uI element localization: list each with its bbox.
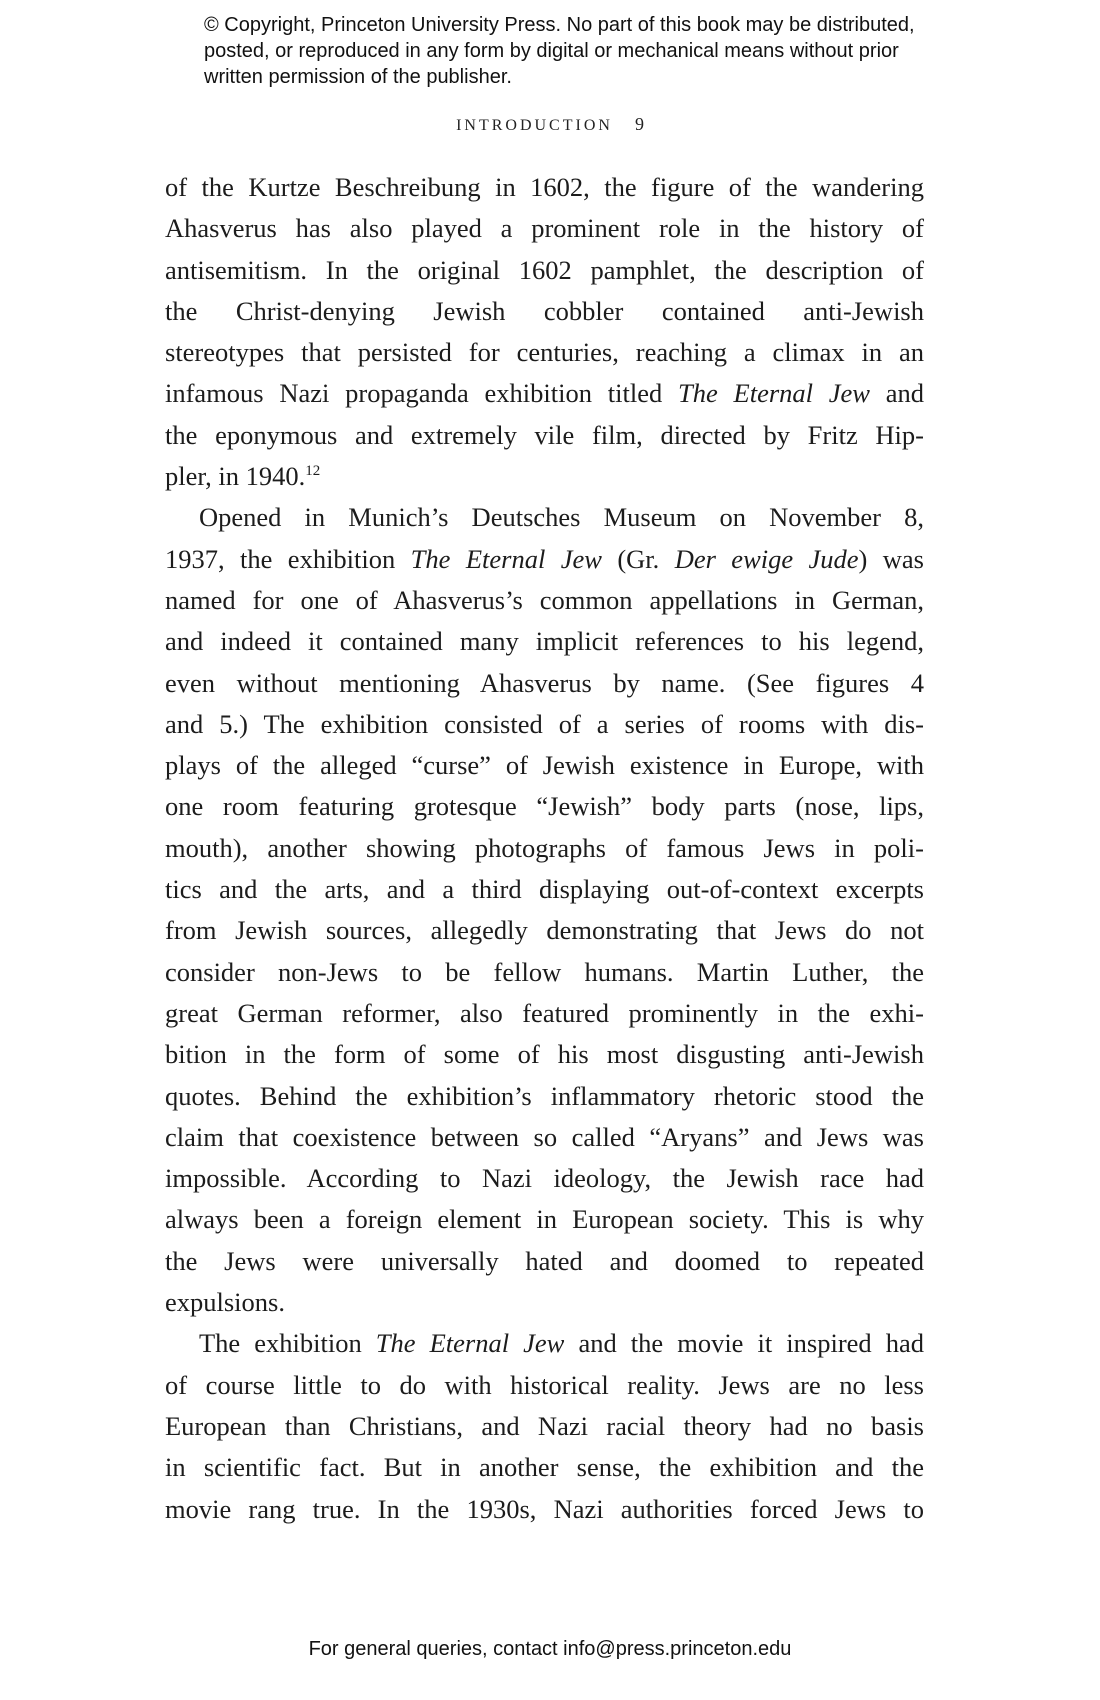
text-run: the Jews were universally hated and doomed to repeated: [165, 1245, 924, 1276]
text-run: tics and the arts, and a third displaying out-of-context excerpts: [165, 874, 924, 905]
text-run: ) was: [858, 543, 924, 574]
text-run: named for one of Ahasverus’s common appellations in German,: [165, 584, 924, 615]
text-run: the Christ-denying Jewish cobbler contained anti-Jewish: [165, 295, 924, 326]
running-head: [0, 114, 1100, 135]
text-run: and the movie it inspired had: [564, 1328, 924, 1359]
text-line: [165, 910, 924, 951]
text-run: consider non-Jews to be fellow humans. Martin Luther, the: [165, 956, 924, 987]
text-line: [165, 580, 924, 621]
text-line: [165, 373, 924, 414]
paragraph: [165, 497, 924, 1323]
text-line: [165, 1199, 924, 1240]
text-line: [165, 1406, 924, 1447]
text-line: [165, 1076, 924, 1117]
text-line: [165, 456, 924, 497]
text-run: from Jewish sources, allegedly demonstrating that Jews do not: [165, 915, 924, 946]
text-line: [165, 745, 924, 786]
text-run: claim that coexistence between so called “Aryans” and Jews was: [165, 1121, 924, 1152]
text-line: [165, 1282, 924, 1323]
text-line: [165, 332, 924, 373]
text-line: [165, 1117, 924, 1158]
text-line: [165, 1489, 924, 1530]
text-run: the eponymous and extremely vile film, directed by Fritz Hip-: [165, 419, 924, 450]
text-line: [165, 167, 924, 208]
text-line: [165, 208, 924, 249]
text-line: [165, 869, 924, 910]
text-run: in scientific fact. But in another sense, the exhibition and the: [165, 1452, 924, 1483]
text-run: impossible. According to Nazi ideology, the Jewish race had: [165, 1163, 924, 1194]
text-run: Opened in Munich’s Deutsches Museum on November 8,: [199, 502, 924, 533]
text-run: movie rang true. In the 1930s, Nazi authorities forced Jews to: [165, 1493, 924, 1524]
italic-title: The Eternal Jew: [678, 378, 870, 409]
text-run: quotes. Behind the exhibition’s inflammatory rhetoric stood the: [165, 1080, 924, 1111]
text-run: one room featuring grotesque “Jewish” body parts (nose, lips,: [165, 791, 924, 822]
text-run: of course little to do with historical reality. Jews are no less: [165, 1369, 924, 1400]
text-run: expulsions.: [165, 1287, 285, 1318]
text-run: and indeed it contained many implicit references to his legend,: [165, 626, 924, 657]
copyright-notice: © Copyright, Princeton University Press. No part of this book may be distributed, posted, or reproduced in any form by digital or mechanical means without prior written permission of the publisher.: [204, 14, 915, 88]
text-run: (Gr.: [601, 543, 675, 574]
text-run: plays of the alleged “curse” of Jewish existence in Europe, with: [165, 750, 924, 781]
footnote-ref: 12: [305, 463, 321, 480]
italic-title: The Eternal Jew: [375, 1328, 565, 1359]
text-line: [165, 704, 924, 745]
text-run: and: [869, 378, 924, 409]
text-run: stereotypes that persisted for centuries, reaching a climax in an: [165, 337, 924, 368]
italic-title: Der ewige Jude: [674, 543, 859, 574]
text-line: [165, 1323, 924, 1364]
footer-contact: For general queries, contact info@press.princeton.edu: [308, 1638, 792, 1660]
body-text: [165, 167, 924, 1530]
text-line: [165, 291, 924, 332]
text-run: bition in the form of some of his most disgusting anti-Jewish: [165, 1039, 924, 1070]
text-line: [165, 663, 924, 704]
text-run: The exhibition: [199, 1328, 376, 1359]
text-line: [165, 952, 924, 993]
text-run: pler, in 1940.: [165, 461, 306, 492]
text-run: and 5.) The exhibition consisted of a series of rooms with dis-: [165, 708, 924, 739]
text-line: [165, 497, 924, 538]
text-run: great German reformer, also featured prominently in the exhi-: [165, 997, 924, 1028]
text-run: European than Christians, and Nazi racial theory had no basis: [165, 1410, 924, 1441]
text-line: [165, 250, 924, 291]
text-line: [165, 1447, 924, 1488]
text-run: even without mentioning Ahasverus by name. (See figures 4: [165, 667, 924, 698]
italic-title: The Eternal Jew: [410, 543, 602, 574]
text-run: always been a foreign element in European society. This is why: [165, 1204, 924, 1235]
text-line: [165, 828, 924, 869]
text-run: 1937, the exhibition: [165, 543, 411, 574]
page-number: 9: [634, 114, 644, 134]
text-line: [165, 1241, 924, 1282]
text-line: [165, 621, 924, 662]
paragraph: [165, 1323, 924, 1529]
text-line: [165, 786, 924, 827]
text-run: of the Kurtze Beschreibung in 1602, the figure of the wandering: [165, 172, 924, 202]
text-run: antisemitism. In the original 1602 pamphlet, the description of: [165, 254, 924, 285]
paragraph: [165, 167, 924, 497]
text-line: [165, 1365, 924, 1406]
text-line: [165, 1158, 924, 1199]
text-line: [165, 415, 924, 456]
text-line: [165, 993, 924, 1034]
text-line: [165, 539, 924, 580]
running-head-title: INTRODUCTION: [456, 117, 613, 134]
text-run: infamous Nazi propaganda exhibition titled: [165, 378, 679, 409]
text-line: [165, 1034, 924, 1075]
text-run: Ahasverus has also played a prominent role in the history of: [165, 213, 924, 244]
text-run: mouth), another showing photographs of famous Jews in poli-: [165, 832, 924, 863]
